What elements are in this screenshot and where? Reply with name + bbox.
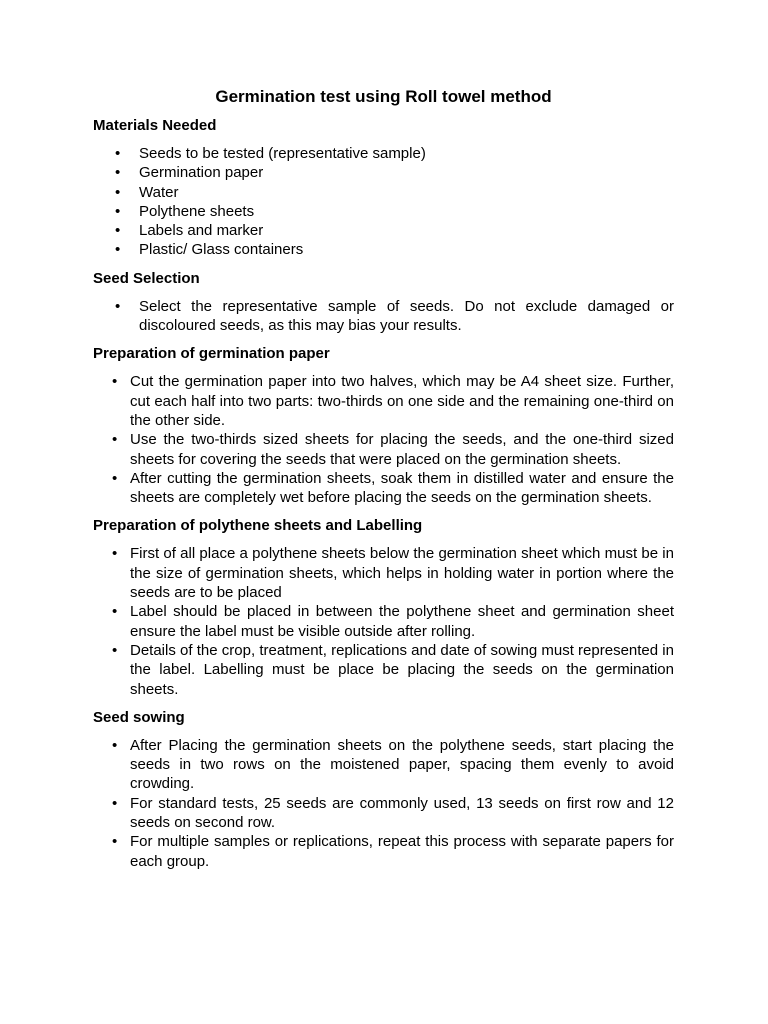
- list-item: • Use the two-thirds sized sheets for placing the seeds, and the one-third sized sheets for covering the seeds that were placed on the germination sheets.: [112, 431, 674, 468]
- list-item: • Cut the germination paper into two halves, which may be A4 sheet size. Further, cut each half into two parts: two-thirds on one side and the remaining one-third on the other side.: [112, 373, 674, 429]
- bullet-icon: •: [115, 202, 121, 220]
- bullet-icon: •: [112, 736, 118, 754]
- seed-selection-list: [93, 297, 674, 336]
- list-item: • After cutting the germination sheets, soak them in distilled water and ensure the sheets are completely wet before placing the seeds on the germination sheets.: [112, 469, 674, 507]
- list-item: • Germination paper: [115, 164, 264, 182]
- materials-list: [93, 144, 674, 260]
- list-item: • Seeds to be tested (representative sample): [115, 145, 426, 162]
- list-item: • Labels and marker: [115, 222, 264, 240]
- list-item: • Polythene sheets: [115, 202, 255, 220]
- section-heading-germination-paper: Preparation of germination paper: [93, 345, 330, 363]
- bullet-icon: •: [112, 794, 118, 812]
- section-heading-seed-selection: Seed Selection: [93, 269, 200, 287]
- list-item: • After Placing the germination sheets on the polythene seeds, start placing the seeds in two rows on the moistened paper, spacing them evenly to avoid crowding.: [112, 736, 674, 793]
- section-heading-seed-sowing: Seed sowing: [93, 708, 185, 726]
- bullet-icon: •: [112, 431, 118, 449]
- list-item: • Select the representative sample of seeds. Do not exclude damaged or discoloured seeds, as this may bias your results.: [115, 297, 674, 335]
- bullet-icon: •: [115, 164, 121, 182]
- list-item: • Water: [115, 183, 179, 201]
- bullet-icon: •: [115, 145, 121, 162]
- document-title: Germination test using Roll towel method: [215, 87, 552, 106]
- section-heading-materials-needed: Materials Needed: [93, 117, 217, 134]
- list-item: • Plastic/ Glass containers: [115, 241, 304, 259]
- germination-paper-list: [93, 372, 674, 507]
- bullet-icon: •: [112, 373, 118, 391]
- list-item: • Label should be placed in between the polythene sheet and germination sheet ensure the label must be visible outside after rolling.: [112, 603, 674, 640]
- bullet-icon: •: [112, 603, 118, 621]
- list-item: • Details of the crop, treatment, replications and date of sowing must represented in the label. Labelling must be place be placing the seeds on the germination sheets.: [112, 641, 674, 698]
- bullet-icon: •: [115, 222, 121, 240]
- list-item: • First of all place a polythene sheets below the germination sheet which must be in the size of germination sheets, which helps in holding water in portion where the seeds are to be placed: [112, 545, 674, 602]
- list-item: • For standard tests, 25 seeds are commonly used, 13 seeds on first row and 12 seeds on second row.: [112, 794, 674, 832]
- document-page: [93, 86, 674, 880]
- list-item: • For multiple samples or replications, repeat this process with separate papers for each group.: [112, 833, 674, 870]
- bullet-icon: •: [115, 297, 121, 315]
- bullet-icon: •: [112, 641, 118, 659]
- polythene-labelling-list: [93, 544, 674, 698]
- bullet-icon: •: [112, 833, 118, 851]
- bullet-icon: •: [112, 469, 118, 487]
- bullet-icon: •: [115, 183, 121, 201]
- bullet-icon: •: [112, 545, 118, 563]
- bullet-icon: •: [115, 241, 121, 259]
- seed-sowing-list: [93, 736, 674, 871]
- section-heading-polythene-labelling: Preparation of polythene sheets and Labelling: [93, 517, 423, 535]
